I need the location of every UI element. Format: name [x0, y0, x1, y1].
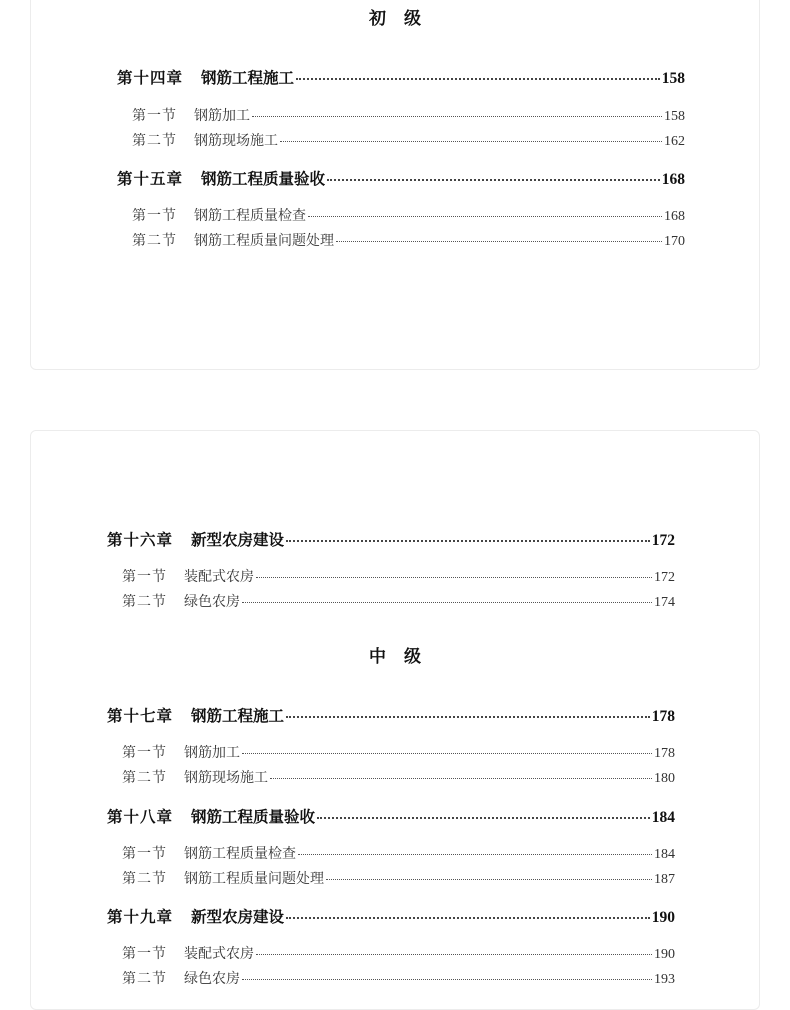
chapter-number: 第十七章: [107, 706, 174, 725]
page-number: 174: [654, 595, 675, 610]
section-title: 装配式农房: [184, 946, 254, 962]
page-number: 158: [661, 70, 685, 87]
dot-leader: [252, 115, 662, 117]
dot-leader: [326, 878, 652, 880]
dot-leader: [242, 978, 652, 980]
toc-chapter-14[interactable]: [117, 66, 685, 88]
dot-leader: [317, 816, 650, 819]
section-number: 第二节: [122, 971, 167, 987]
dot-leader: [286, 715, 650, 718]
section-title: 绿色农房: [184, 971, 240, 987]
toc-section[interactable]: [122, 968, 675, 988]
section-title: 绿色农房: [184, 594, 240, 610]
dot-leader: [286, 916, 650, 919]
chapter-number: 第十六章: [107, 530, 174, 549]
section-title: 钢筋工程质量问题处理: [184, 871, 324, 887]
toc-chapter-16[interactable]: [107, 528, 675, 550]
section-number: 第一节: [122, 846, 167, 862]
dot-leader: [327, 178, 660, 181]
dot-leader: [336, 240, 662, 242]
page-number: 190: [651, 909, 675, 926]
dot-leader: [298, 853, 652, 855]
section-number: 第二节: [122, 770, 167, 786]
toc-section[interactable]: [132, 105, 685, 125]
level-heading-char: 中: [369, 647, 386, 667]
section-number: 第一节: [122, 946, 167, 962]
dot-leader: [242, 601, 652, 603]
section-title: 钢筋工程质量检查: [194, 208, 306, 224]
toc-chapter-15[interactable]: [117, 167, 685, 189]
dot-leader: [256, 576, 652, 578]
toc-chapter-17[interactable]: [107, 704, 675, 726]
section-title: 钢筋加工: [194, 108, 250, 124]
section-title: 装配式农房: [184, 569, 254, 585]
dot-leader: [296, 77, 660, 80]
chapter-title: 新型农房建设: [191, 530, 285, 549]
section-title: 钢筋加工: [184, 745, 240, 761]
page-number: 162: [664, 134, 685, 149]
dot-leader: [308, 215, 662, 217]
section-number: 第一节: [122, 569, 167, 585]
page-number: 172: [654, 570, 675, 585]
dot-leader: [286, 539, 650, 542]
toc-section[interactable]: [122, 742, 675, 762]
section-number: 第二节: [122, 871, 167, 887]
toc-section[interactable]: [122, 566, 675, 586]
page-number: 178: [654, 746, 675, 761]
chapter-title: 钢筋工程质量验收: [191, 807, 316, 826]
toc-section[interactable]: [122, 767, 675, 787]
page-number: 187: [654, 872, 675, 887]
chapter-title: 钢筋工程施工: [191, 706, 285, 725]
page-number: 178: [651, 708, 675, 725]
dot-leader: [256, 953, 652, 955]
section-number: 第二节: [132, 133, 177, 149]
section-number: 第一节: [132, 108, 177, 124]
chapter-title: 新型农房建设: [191, 907, 285, 926]
page-number: 180: [654, 771, 675, 786]
chapter-title: 钢筋工程质量验收: [201, 169, 326, 188]
chapter-title: 钢筋工程施工: [201, 68, 295, 87]
chapter-number: 第十九章: [107, 907, 174, 926]
toc-section[interactable]: [122, 843, 675, 863]
chapter-number: 第十五章: [117, 169, 184, 188]
dot-leader: [280, 140, 662, 142]
chapter-number: 第十八章: [107, 807, 174, 826]
toc-section[interactable]: [122, 868, 675, 888]
toc-section[interactable]: [132, 130, 685, 150]
toc-section[interactable]: [122, 591, 675, 611]
dot-leader: [270, 777, 652, 779]
page-number: 190: [654, 947, 675, 962]
level-heading-char: 级: [404, 9, 421, 29]
toc-chapter-19[interactable]: [107, 905, 675, 927]
page-number: 168: [661, 171, 685, 188]
section-title: 钢筋现场施工: [194, 133, 278, 149]
page-number: 172: [651, 532, 675, 549]
page-number: 170: [664, 234, 685, 249]
level-heading-char: 级: [404, 647, 421, 667]
level-heading-junior: [0, 4, 790, 29]
section-number: 第一节: [122, 745, 167, 761]
page-number: 158: [664, 109, 685, 124]
level-heading-intermediate: [0, 642, 790, 667]
section-number: 第一节: [132, 208, 177, 224]
section-number: 第二节: [132, 233, 177, 249]
toc-section[interactable]: [132, 205, 685, 225]
toc-section[interactable]: [132, 230, 685, 250]
section-title: 钢筋工程质量检查: [184, 846, 296, 862]
page-number: 168: [664, 209, 685, 224]
chapter-number: 第十四章: [117, 68, 184, 87]
toc-section[interactable]: [122, 943, 675, 963]
page-number: 184: [651, 809, 675, 826]
dot-leader: [242, 752, 652, 754]
page-number: 184: [654, 847, 675, 862]
section-number: 第二节: [122, 594, 167, 610]
level-heading-char: 初: [369, 9, 386, 29]
section-title: 钢筋工程质量问题处理: [194, 233, 334, 249]
page-number: 193: [654, 972, 675, 987]
section-title: 钢筋现场施工: [184, 770, 268, 786]
toc-chapter-18[interactable]: [107, 805, 675, 827]
